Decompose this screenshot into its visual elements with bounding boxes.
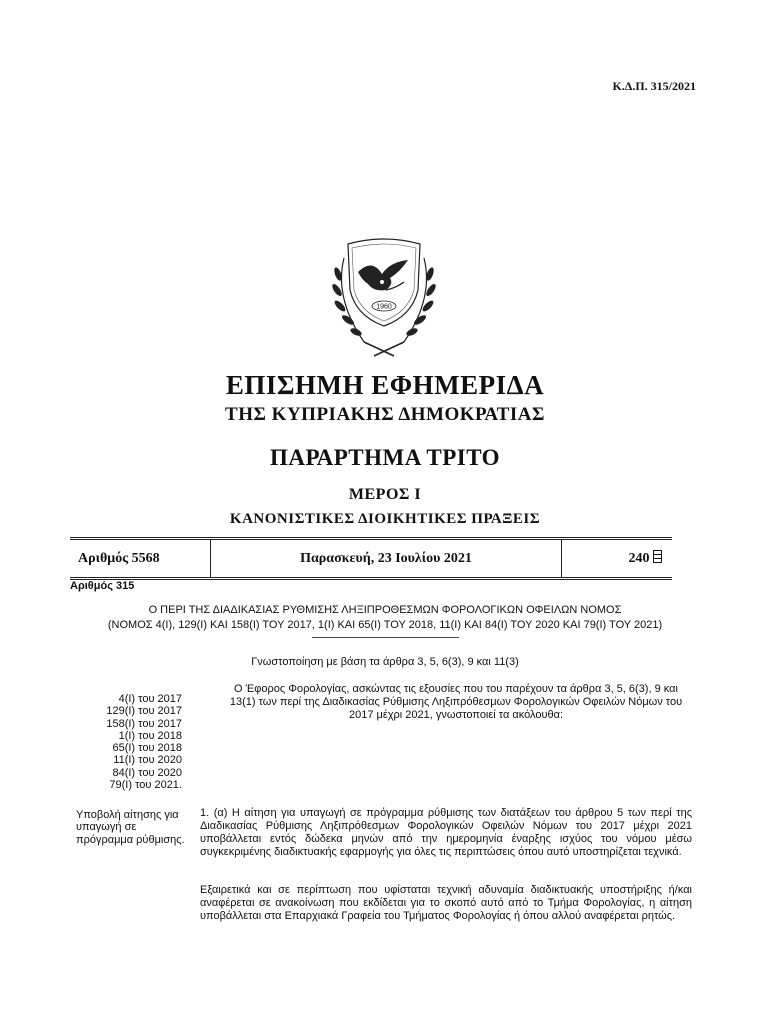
list-item: 129(Ι) του 2017: [106, 705, 182, 718]
document-number: Αριθμός 315: [70, 580, 135, 592]
list-item: 11(Ι) του 2020: [113, 754, 182, 767]
page-number: [629, 540, 663, 577]
list-item: 158(Ι) του 2017: [106, 717, 182, 730]
issue-number: Αριθμός 5568: [78, 551, 160, 566]
list-item: 84(Ι) του 2020: [112, 766, 182, 779]
document-reference: Κ.Δ.Π. 315/2021: [612, 79, 696, 93]
list-item: 1(Ι) του 2018: [118, 729, 182, 742]
list-item: 4(Ι) του 2017: [118, 693, 182, 705]
page-number-value: 240: [628, 551, 650, 566]
republic-subtitle: ΤΗΣ ΚΥΠΡΙΑΚΗΣ ΔΗΜΟΚΡΑΤΙΑΣ: [225, 404, 545, 425]
coat-of-arms-emblem: [324, 238, 444, 360]
list-item: 65(Ι) του 2018: [112, 742, 182, 755]
margin-law-list: [70, 693, 182, 791]
paragraph-2: Εξαιρετικά και σε περίπτωση που υφίσταται τεχνική αδυναμία διαδικτυακής υποστήριξης ή/και αναφέρεται σε ανακοίνωση που εκδίδεται για το σκοπό αυτό από το Τμήμα Φορολογίας, η αίτηση υποβάλλεται στα Επαρχιακά Γραφεία του Τμήματος Φορολογίας ή όπου αλλού αναφέρεται ρητώς.: [200, 884, 692, 922]
margin-note: Υποβολή αίτησης για υπαγωγή σε πρόγραμμα ρύθμισης.: [76, 809, 185, 846]
notice-heading: Γνωστοποίηση με βάση τα άρθρα 3, 5, 6(3), 9 και 11(3): [251, 656, 519, 668]
category-title: ΚΑΝΟΝΙΣΤΙΚΕΣ ΔΙΟΙΚΗΤΙΚΕΣ ΠΡΑΞΕΙΣ: [229, 511, 541, 527]
issue-info-bar: [70, 537, 672, 580]
law-title-line2: (ΝΟΜΟΣ 4(Ι), 129(Ι) ΚΑΙ 158(Ι) ΤΟΥ 2017, 1(Ι) ΚΑΙ 65(Ι) ΤΟΥ 2018, 11(Ι) ΚΑΙ 84(Ι) ΤΟΥ 2020 ΚΑΙ 79(Ι) ΤΟΥ 2021): [107, 619, 663, 631]
divider: [312, 637, 459, 638]
issue-date: Παρασκευή, 23 Ιουλίου 2021: [300, 551, 472, 566]
part-title: ΜΕΡΟΣ Ι: [348, 486, 422, 503]
divider: [561, 540, 562, 577]
dove-icon: [358, 260, 408, 290]
annex-title: ΠΑΡΑΡΤΗΜΑ ΤΡΙΤΟ: [269, 445, 501, 470]
intro-paragraph: Ο Έφορος Φορολογίας, ασκώντας τις εξουσίες που του παρέχουν τα άρθρα 3, 5, 6(3), 9 και 13(1) των περί της Διαδικασίας Ρύθμισης Ληξιπρόθεσμων Φορολογικών Οφειλών Νόμων του 2017 μέχρι 2021, γνωστοποιεί τα ακόλουθα:: [229, 683, 683, 721]
page-marker-icon: [653, 550, 662, 563]
paragraph-1: 1. (α) Η αίτηση για υπαγωγή σε πρόγραμμα ρύθμισης των διατάξεων του άρθρου 5 των περί της Διαδικασίας Ρύθμισης Ληξιπρόθεσμων Φορολογικών Οφειλών Νόμων του 2017 μέχρι 2021 υποβάλλεται εντός δώδεκα μηνών από την ημερομηνία έναρξης ισχύος του νόμου μέσω συγκεκριμένης διαδικτυακής εφαρμογής για όλες τις περιπτώσεις όπου αυτό υποστηρίζεται τεχνικά.: [200, 807, 692, 858]
emblem-year: 1960: [376, 303, 392, 311]
list-item: 79(Ι) του 2021.: [109, 779, 182, 792]
gazette-title: ΕΠΙΣΗΜΗ ΕΦΗΜΕΡΙΔΑ: [225, 370, 545, 400]
law-title-line1: Ο ΠΕΡΙ ΤΗΣ ΔΙΑΔΙΚΑΣΙΑΣ ΡΥΘΜΙΣΗΣ ΛΗΞΙΠΡΟΘΕΣΜΩΝ ΦΟΡΟΛΟΓΙΚΩΝ ΟΦΕΙΛΩΝ ΝΟΜΟΣ: [148, 604, 622, 616]
